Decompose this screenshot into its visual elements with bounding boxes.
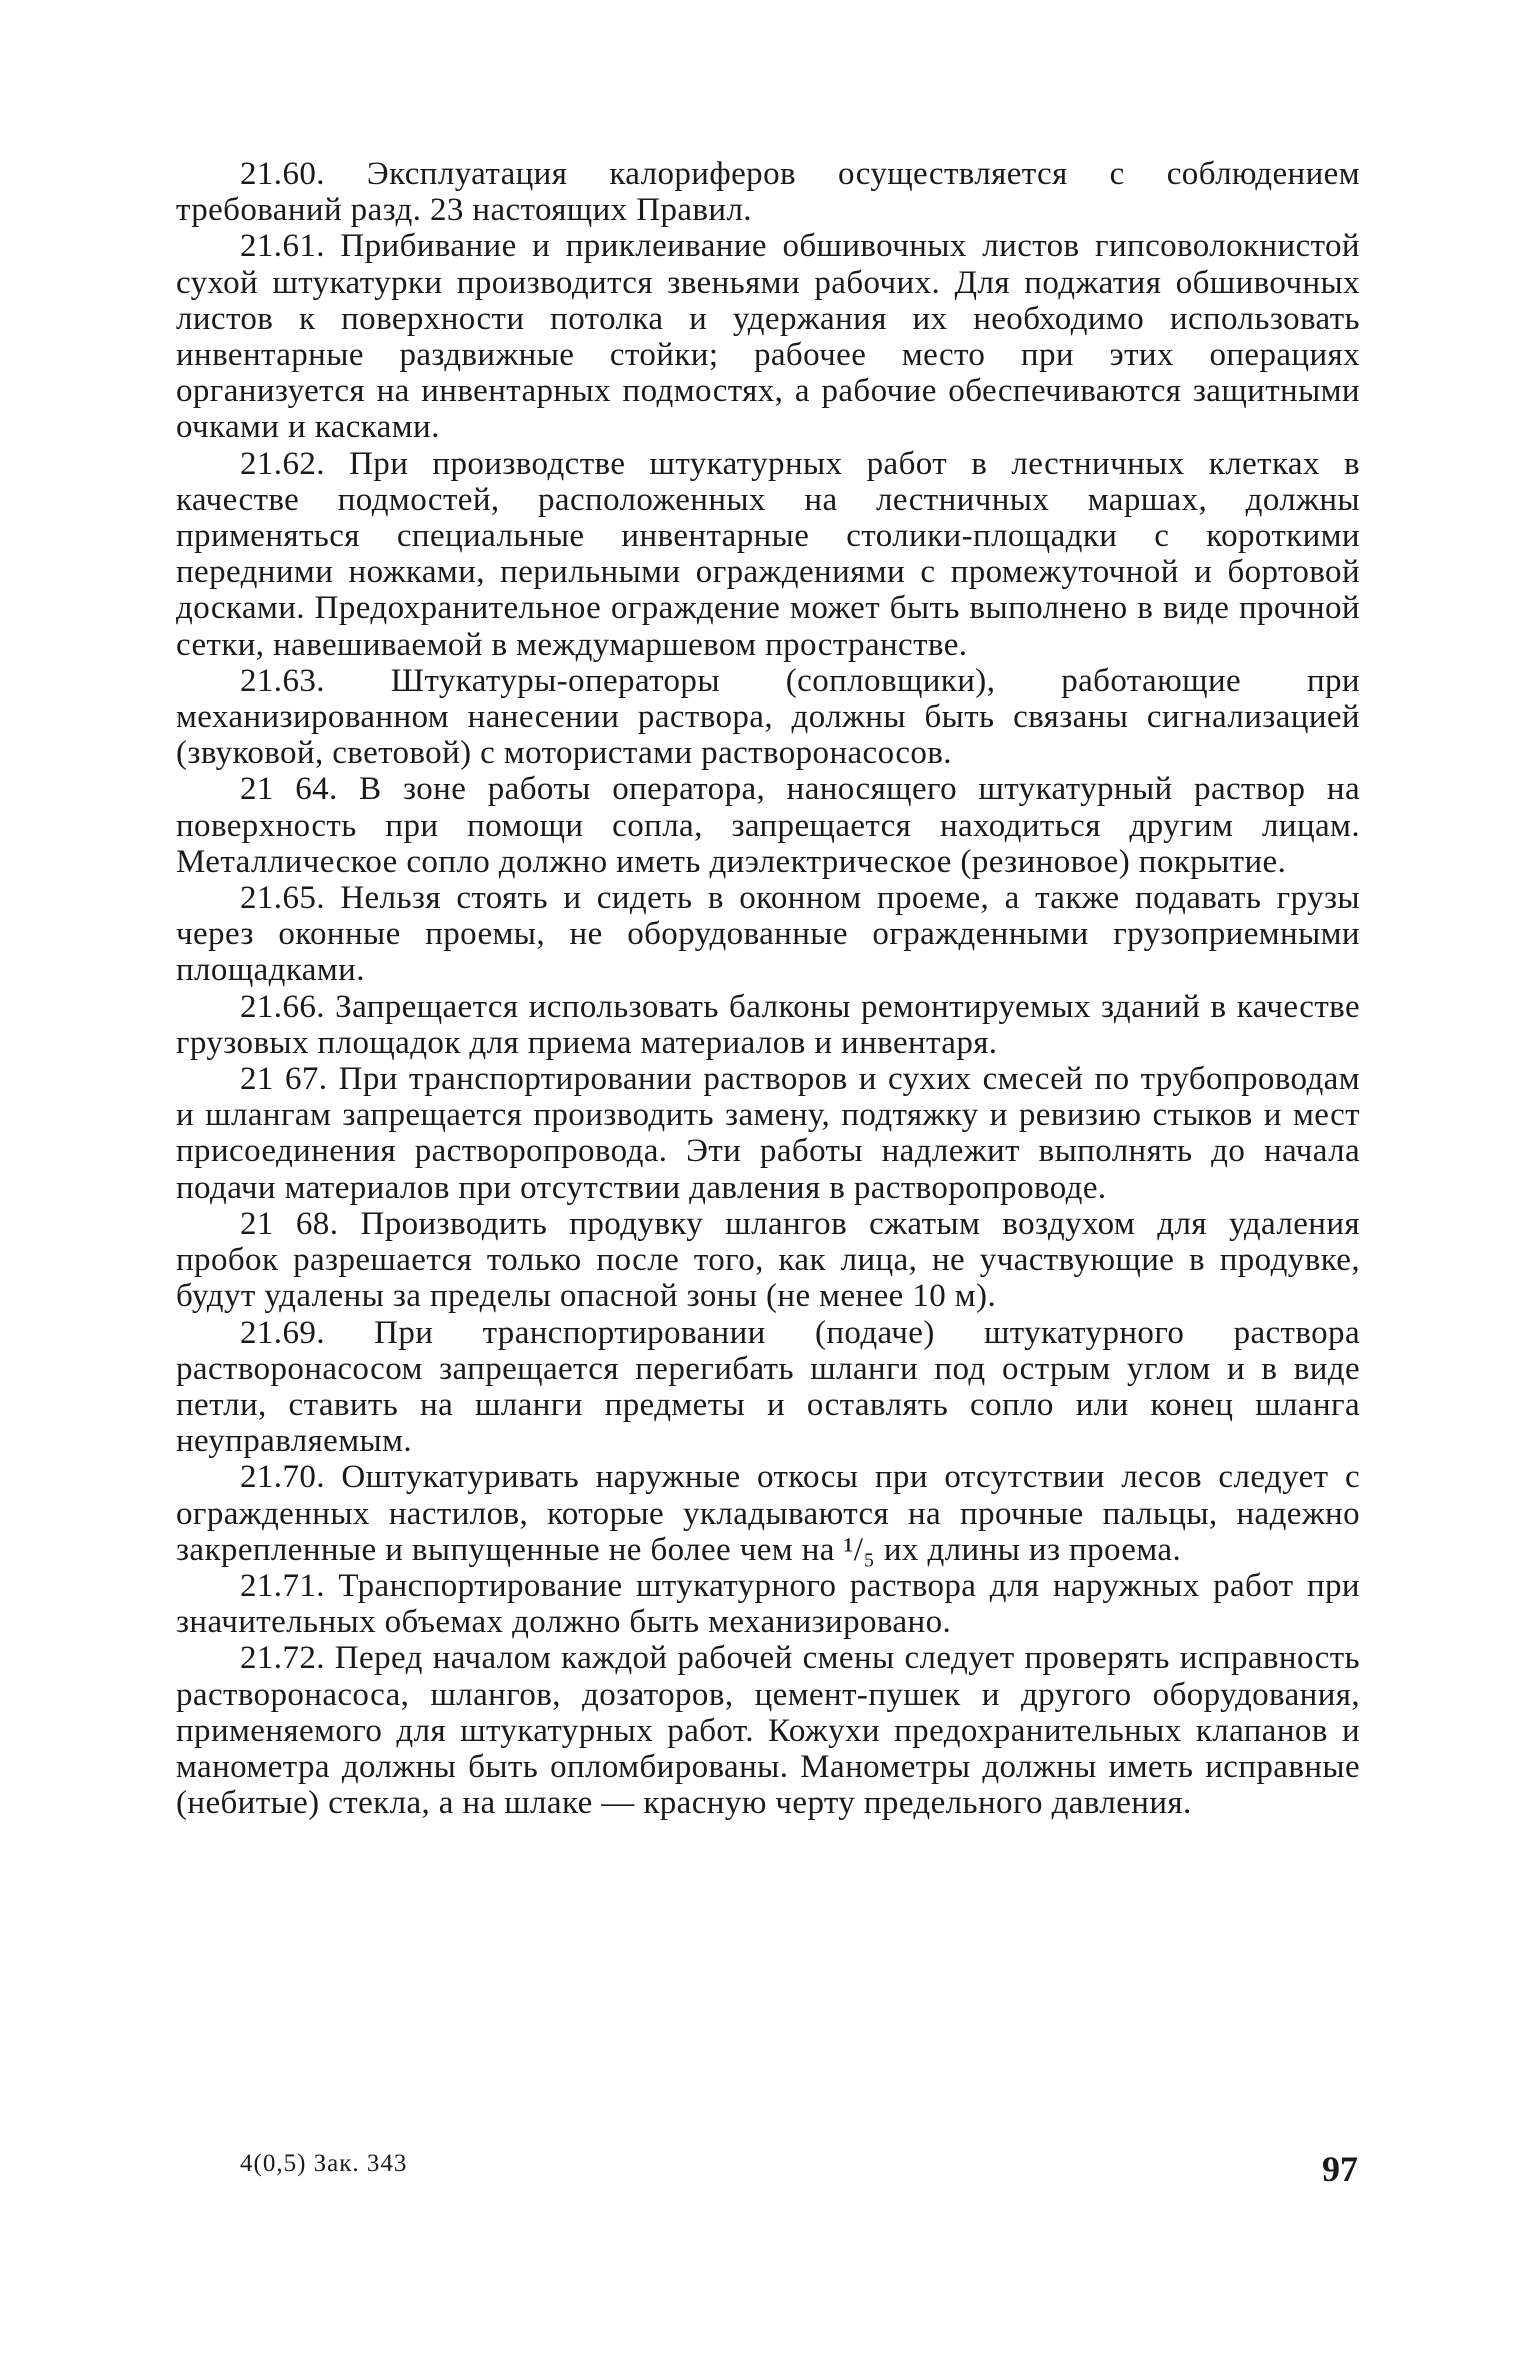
paragraph-21-66: 21.66. Запрещается использовать балконы ремонтируемых зданий в качестве грузовых площадок для приема материалов и инвентаря.: [176, 988, 1360, 1061]
paragraph-21-69: 21.69. При транспортировании (подаче) штукатурного раствора растворонасосом запрещается перегибать шланги под острым углом и в виде петли, ставить на шланги предметы и оставлять сопло или конец шланга неуправляемым.: [176, 1314, 1360, 1460]
paragraph-21-63: 21.63. Штукатуры-операторы (сопловщики), работающие при механизированном нанесении раствора, должны быть связаны сигнализацией (звуковой, световой) с мотористами растворонасосов.: [176, 662, 1360, 772]
paragraph-21-71: 21.71. Транспортирование штукатурного раствора для наружных работ при значительных объемах должно быть механизировано.: [176, 1567, 1360, 1641]
paragraph-21-61: 21.61. Прибивание и приклеивание обшивочных листов гипсоволокнистой сухой штукатурки производится звеньями рабочих. Для поджатия обшивочных листов к поверхности потолка и удержания их необходимо использовать инвентарные раздвижные стойки; рабочее место при этих операциях организуется на инвентарных подмостях, а рабочие обеспечиваются защитными очками и касками.: [176, 228, 1360, 446]
print-order-info: 4(0,5) Зак. 343: [240, 2150, 408, 2177]
paragraph-21-72: 21.72. Перед началом каждой рабочей смены следует проверять исправность растворонасоса, шлангов, дозаторов, цемент-пушек и другого оборудования, применяемого для штукатурных работ. Кожухи предохранительных клапанов и манометра должны быть опломбированы. Манометры должны иметь исправные (небитые) стекла, а на шлаке — красную черту предельного давления.: [176, 1640, 1360, 1822]
page-number: 97: [1322, 2149, 1358, 2189]
paragraph-21-62: 21.62. При производстве штукатурных работ в лестничных клетках в качестве подмостей, расположенных на лестничных маршах, должны применяться специальные инвентарные столики-площадки с короткими передними ножками, перильными ограждениями с промежуточной и бортовой досками. Предохранительное ограждение может быть выполнено в виде прочной сетки, навешиваемой в междумаршевом пространстве.: [176, 445, 1360, 663]
paragraph-21-64: 21 64. В зоне работы оператора, наносящего штукатурный раствор на поверхность при помощи сопла, запрещается находиться другим лицам. Металлическое сопло должно иметь диэлектрическое (резиновое) покрытие.: [176, 771, 1360, 880]
paragraph-21-68: 21 68. Производить продувку шлангов сжатым воздухом для удаления пробок разрешается только после того, как лица, не участвующие в продувке, будут удалены за пределы опасной зоны (не менее 10 м).: [176, 1205, 1360, 1315]
page-body: [176, 156, 1360, 1821]
paragraph-21-70: 21.70. Оштукатуривать наружные откосы при отсутствии лесов следует с огражденных настилов, которые укладываются на прочные пальцы, надежно закрепленные и выпущенные не более чем на ¹/₅ их длины из проема.: [176, 1459, 1360, 1568]
paragraph-21-67: 21 67. При транспортировании растворов и сухих смесей по трубопроводам и шлангам запрещается производить замену, подтяжку и ревизию стыков и мест присоединения растворопровода. Эти работы надлежит выполнять до начала подачи материалов при отсутствии давления в растворопроводе.: [176, 1061, 1360, 1206]
paragraph-21-60: 21.60. Эксплуатация калориферов осуществляется с соблюдением требований разд. 23 настоящих Правил.: [176, 156, 1360, 229]
paragraph-21-65: 21.65. Нельзя стоять и сидеть в оконном проеме, а также подавать грузы через оконные проемы, не оборудованные огражденными грузоприемными площадками.: [176, 880, 1360, 989]
